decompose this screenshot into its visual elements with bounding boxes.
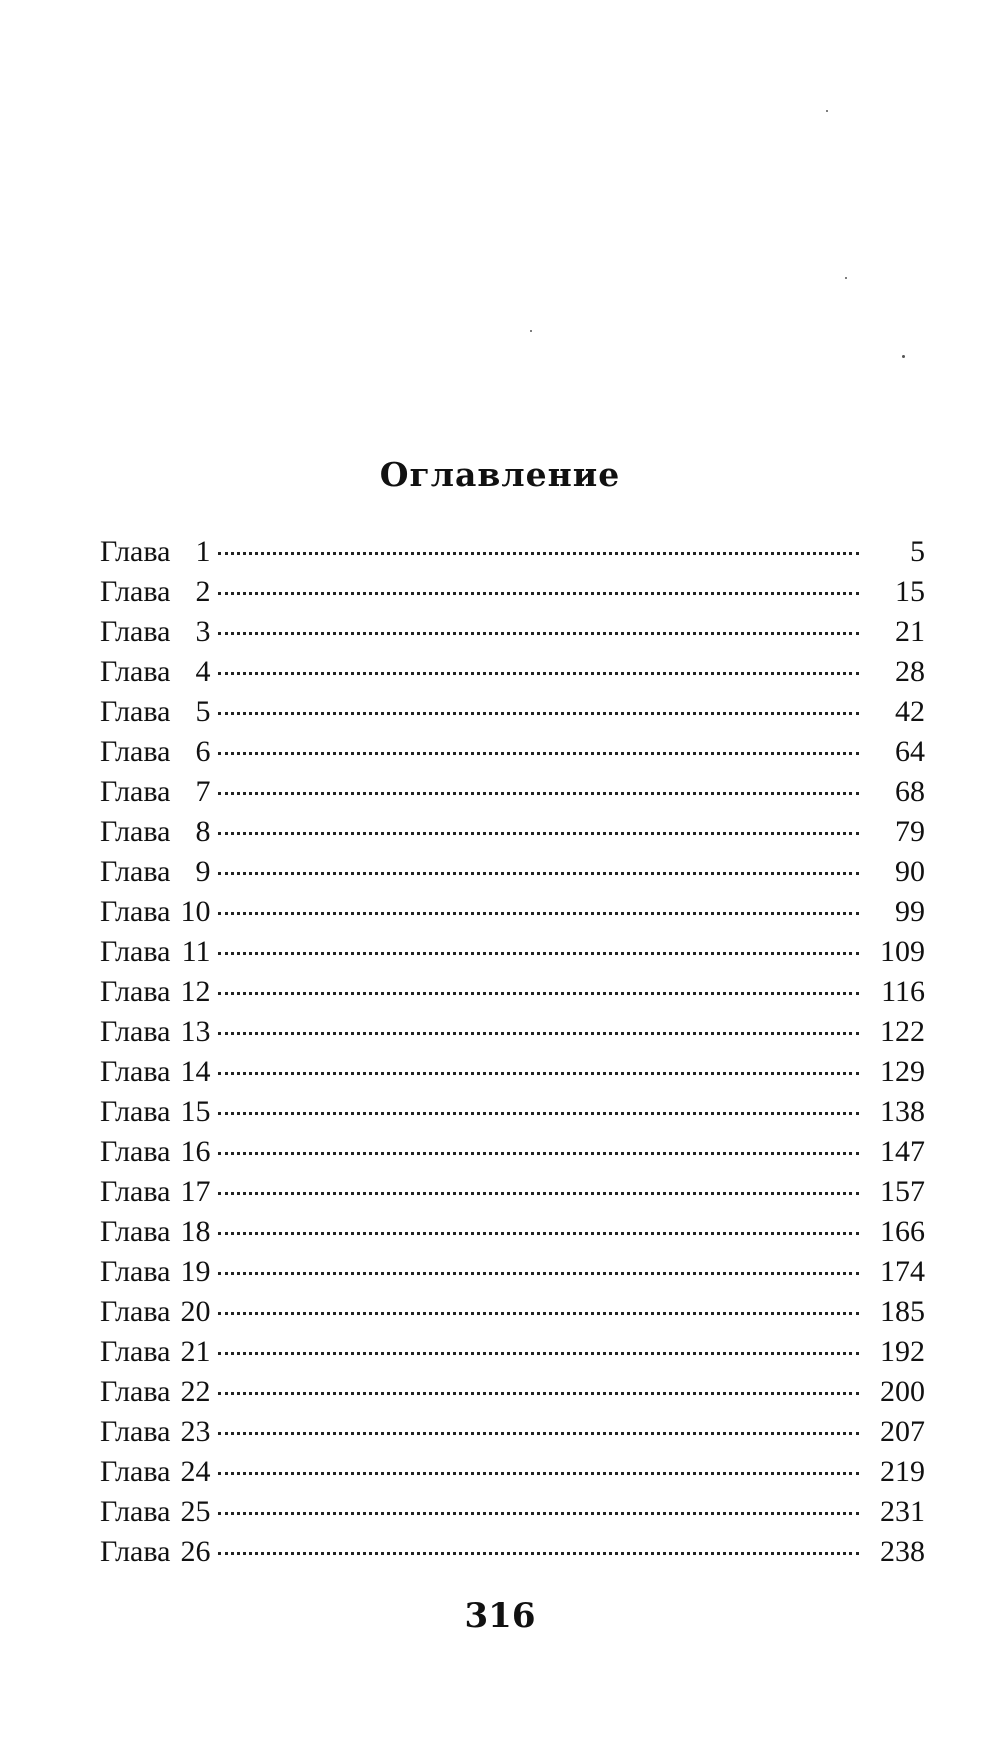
toc-entry-page-number: 200	[880, 1375, 925, 1408]
toc-heading: Оглавление	[379, 455, 621, 494]
toc-entry	[100, 892, 925, 932]
toc-entry-label: Глава	[100, 815, 171, 848]
toc-entry	[100, 812, 925, 852]
toc-entry-page-number: 42	[895, 695, 925, 728]
toc-dot-leader	[218, 1352, 859, 1355]
toc-entry-chapter-number: 4	[195, 655, 211, 688]
toc-entry-page-number: 147	[880, 1135, 925, 1168]
toc-entry-chapter-number: 3	[195, 615, 211, 648]
toc-entry-chapter-number: 11	[181, 935, 211, 968]
toc-entry	[100, 1252, 925, 1292]
toc-entry	[100, 612, 925, 652]
toc-entry	[100, 1452, 925, 1492]
toc-entry-chapter-number: 20	[180, 1295, 211, 1328]
toc-dot-leader	[218, 1032, 859, 1035]
toc-entry-page-number: 122	[880, 1015, 925, 1048]
toc-entry-chapter-number: 2	[195, 575, 211, 608]
toc-entry-page-number: 231	[880, 1495, 925, 1528]
toc-entry-label: Глава	[100, 1175, 171, 1208]
toc-entry-page-number: 28	[895, 655, 925, 688]
toc-dot-leader	[218, 1192, 859, 1195]
toc-dot-leader	[218, 832, 859, 835]
toc-entry-chapter-number: 22	[180, 1375, 211, 1408]
toc-entry-chapter-number: 24	[180, 1455, 211, 1488]
table-of-contents	[100, 532, 925, 1572]
scan-speck	[845, 277, 847, 279]
toc-entry-label: Глава	[100, 695, 171, 728]
toc-entry-page-number: 166	[880, 1215, 925, 1248]
toc-entry-page-number: 21	[895, 615, 925, 648]
toc-entry-chapter-number: 25	[180, 1495, 211, 1528]
toc-entry-chapter-number: 23	[180, 1415, 211, 1448]
toc-dot-leader	[218, 1472, 859, 1475]
toc-entry-chapter-number: 26	[180, 1535, 211, 1568]
toc-entry-chapter-number: 16	[180, 1135, 211, 1168]
toc-dot-leader	[218, 1152, 859, 1155]
toc-entry-label: Глава	[100, 1295, 171, 1328]
toc-entry-page-number: 116	[881, 975, 925, 1008]
toc-dot-leader	[218, 552, 859, 555]
toc-entry	[100, 1092, 925, 1132]
toc-entry-label: Глава	[100, 655, 171, 688]
scan-speck	[826, 110, 828, 112]
toc-entry-page-number: 90	[895, 855, 925, 888]
page-number: 316	[464, 1596, 536, 1636]
toc-entry-label: Глава	[100, 575, 171, 608]
toc-entry	[100, 732, 925, 772]
toc-entry-page-number: 64	[895, 735, 925, 768]
toc-dot-leader	[218, 752, 859, 755]
toc-entry-chapter-number: 6	[195, 735, 211, 768]
toc-dot-leader	[218, 1512, 859, 1515]
scan-speck	[902, 355, 905, 358]
toc-entry-chapter-number: 18	[180, 1215, 211, 1248]
toc-entry-label: Глава	[100, 975, 171, 1008]
toc-entry-page-number: 207	[880, 1415, 925, 1448]
toc-entry-page-number: 185	[880, 1295, 925, 1328]
toc-entry	[100, 972, 925, 1012]
toc-entry-chapter-number: 1	[195, 535, 211, 568]
toc-entry-page-number: 79	[895, 815, 925, 848]
toc-entry-label: Глава	[100, 735, 171, 768]
toc-dot-leader	[218, 1232, 859, 1235]
toc-dot-leader	[218, 712, 859, 715]
toc-entry-page-number: 219	[880, 1455, 925, 1488]
toc-entry	[100, 1492, 925, 1532]
toc-dot-leader	[218, 592, 859, 595]
toc-entry-page-number: 15	[895, 575, 925, 608]
toc-dot-leader	[218, 1112, 859, 1115]
toc-entry-chapter-number: 9	[195, 855, 211, 888]
toc-entry	[100, 1332, 925, 1372]
toc-entry-label: Глава	[100, 1495, 171, 1528]
toc-entry-page-number: 192	[880, 1335, 925, 1368]
toc-entry	[100, 1372, 925, 1412]
toc-entry-chapter-number: 14	[180, 1055, 211, 1088]
toc-entry-label: Глава	[100, 895, 171, 928]
toc-dot-leader	[218, 672, 859, 675]
toc-entry-label: Глава	[100, 1055, 171, 1088]
scan-speck	[530, 330, 532, 332]
toc-dot-leader	[218, 1392, 859, 1395]
toc-entry	[100, 852, 925, 892]
toc-entry-label: Глава	[100, 775, 171, 808]
toc-entry-chapter-number: 17	[180, 1175, 211, 1208]
toc-entry-label: Глава	[100, 615, 171, 648]
toc-entry-chapter-number: 5	[195, 695, 211, 728]
toc-entry-chapter-number: 13	[180, 1015, 211, 1048]
toc-entry	[100, 1532, 925, 1572]
toc-entry	[100, 1212, 925, 1252]
toc-entry	[100, 1012, 925, 1052]
toc-entry-page-number: 174	[880, 1255, 925, 1288]
toc-entry-page-number: 238	[880, 1535, 925, 1568]
toc-entry-page-number: 129	[880, 1055, 925, 1088]
toc-dot-leader	[218, 952, 859, 955]
toc-entry-label: Глава	[100, 1455, 171, 1488]
toc-entry	[100, 572, 925, 612]
toc-entry-label: Глава	[100, 1255, 171, 1288]
toc-entry-chapter-number: 8	[195, 815, 211, 848]
toc-entry	[100, 772, 925, 812]
toc-entry	[100, 1412, 925, 1452]
toc-entry-page-number: 138	[880, 1095, 925, 1128]
toc-entry	[100, 1172, 925, 1212]
toc-entry-label: Глава	[100, 1535, 171, 1568]
toc-entry-label: Глава	[100, 1215, 171, 1248]
toc-entry	[100, 532, 925, 572]
toc-entry-chapter-number: 7	[195, 775, 211, 808]
toc-dot-leader	[218, 632, 859, 635]
toc-dot-leader	[218, 1552, 859, 1555]
toc-entry-label: Глава	[100, 1375, 171, 1408]
toc-entry-page-number: 99	[895, 895, 925, 928]
toc-entry-label: Глава	[100, 855, 171, 888]
toc-entry	[100, 1132, 925, 1172]
toc-entry-label: Глава	[100, 1135, 171, 1168]
toc-entry-chapter-number: 15	[180, 1095, 211, 1128]
toc-entry-page-number: 68	[895, 775, 925, 808]
toc-dot-leader	[218, 992, 859, 995]
toc-entry-label: Глава	[100, 1095, 171, 1128]
toc-entry-page-number: 109	[880, 935, 925, 968]
toc-dot-leader	[218, 912, 859, 915]
toc-entry	[100, 652, 925, 692]
toc-entry-label: Глава	[100, 935, 171, 968]
toc-entry	[100, 1292, 925, 1332]
toc-entry-chapter-number: 21	[180, 1335, 211, 1368]
toc-dot-leader	[218, 1312, 859, 1315]
toc-entry-label: Глава	[100, 1015, 171, 1048]
toc-entry	[100, 932, 925, 972]
toc-entry-label: Глава	[100, 1415, 171, 1448]
toc-entry	[100, 1052, 925, 1092]
toc-dot-leader	[218, 1272, 859, 1275]
toc-entry-page-number: 5	[910, 535, 925, 568]
toc-entry-chapter-number: 19	[180, 1255, 211, 1288]
toc-dot-leader	[218, 872, 859, 875]
toc-entry-page-number: 157	[880, 1175, 925, 1208]
toc-entry-label: Глава	[100, 1335, 171, 1368]
toc-entry-label: Глава	[100, 535, 171, 568]
toc-dot-leader	[218, 792, 859, 795]
toc-entry-chapter-number: 10	[180, 895, 211, 928]
toc-entry-chapter-number: 12	[180, 975, 211, 1008]
toc-dot-leader	[218, 1432, 859, 1435]
toc-dot-leader	[218, 1072, 859, 1075]
toc-entry	[100, 692, 925, 732]
